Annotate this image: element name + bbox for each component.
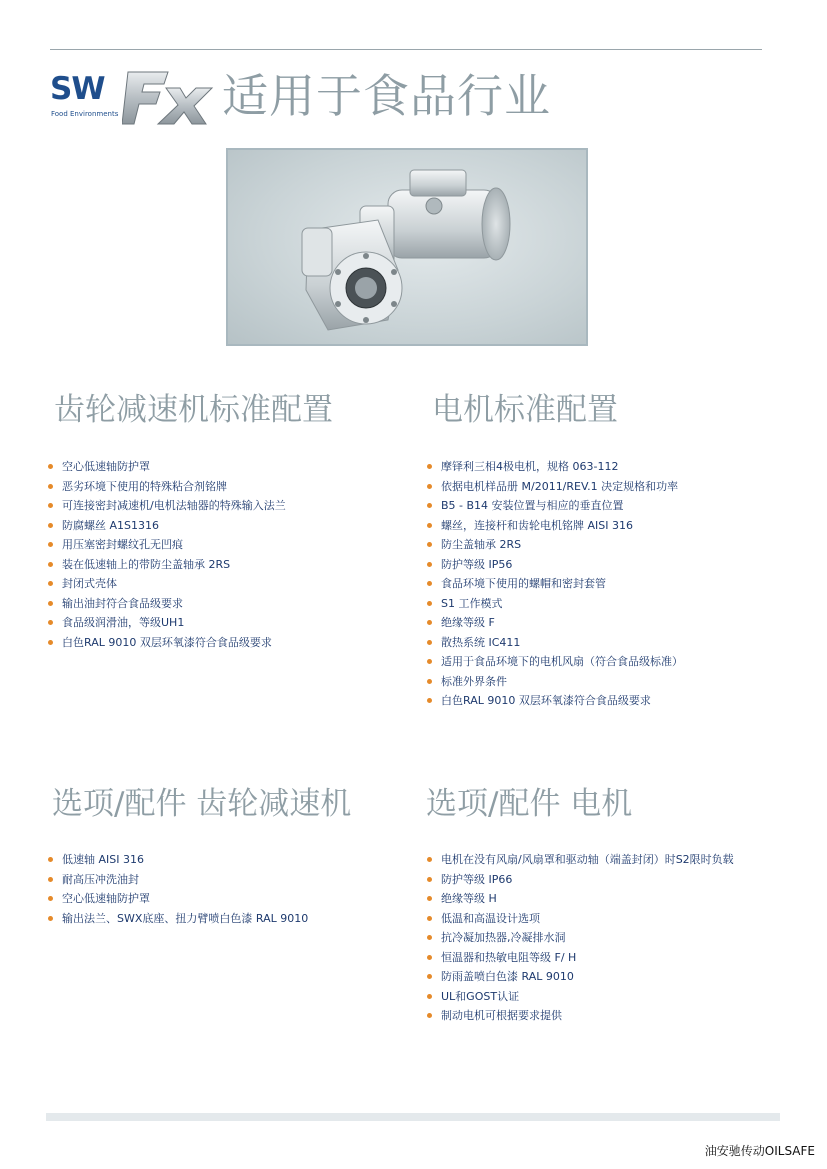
list-item: 空心低速轴防护罩 (48, 889, 308, 909)
bullet-icon (48, 857, 53, 862)
list-item: B5 - B14 安装位置与相应的垂直位置 (427, 496, 683, 516)
gear-standard-title: 齿轮减速机标准配置 (54, 392, 333, 428)
bullet-icon (427, 503, 432, 508)
list-item: 耐高压冲洗油封 (48, 870, 308, 890)
top-divider (50, 49, 762, 50)
bullet-icon (48, 896, 53, 901)
bullet-icon (48, 523, 53, 528)
bullet-icon (427, 523, 432, 528)
bullet-icon (427, 955, 432, 960)
bullet-icon (427, 994, 432, 999)
list-item: 制动电机可根据要求提供 (427, 1006, 734, 1026)
list-item: 标准外界条件 (427, 672, 683, 692)
logo-sw-text: SW (50, 71, 105, 107)
gear-motor-illustration (228, 150, 586, 344)
bottom-divider (46, 1113, 780, 1121)
list-item: 用压塞密封螺纹孔无凹痕 (48, 535, 286, 555)
footer-brand: 油安驰传动OILSAFE (704, 1144, 815, 1158)
bullet-icon (48, 562, 53, 567)
bullet-icon (48, 601, 53, 606)
list-item: UL和GOST认证 (427, 987, 734, 1007)
bullet-icon (48, 877, 53, 882)
list-item: 白色RAL 9010 双层环氧漆符合食品级要求 (427, 691, 683, 711)
logo-fx-mark (122, 68, 214, 128)
gear-options-title: 选项/配件 齿轮减速机 (52, 786, 352, 822)
list-item: 散热系统 IC411 (427, 633, 683, 653)
list-item: 输出法兰、SWX底座、扭力臂喷白色漆 RAL 9010 (48, 909, 308, 929)
list-item: 恶劣环境下使用的特殊粘合剂铭牌 (48, 477, 286, 497)
list-item: 螺丝，连接杆和齿轮电机铭牌 AISI 316 (427, 516, 683, 536)
bullet-icon (48, 464, 53, 469)
bullet-icon (427, 562, 432, 567)
bullet-icon (427, 877, 432, 882)
bullet-icon (48, 542, 53, 547)
bullet-icon (427, 464, 432, 469)
bullet-icon (48, 581, 53, 586)
list-item: 输出油封符合食品级要求 (48, 594, 286, 614)
bullet-icon (48, 640, 53, 645)
list-item: 防护等级 IP66 (427, 870, 734, 890)
bullet-icon (427, 698, 432, 703)
list-item: 电机在没有风扇/风扇罩和驱动轴（端盖封闭）时S2限时负载 (427, 850, 734, 870)
motor-standard-title: 电机标准配置 (432, 392, 618, 428)
list-item: 适用于食品环境下的电机风扇（符合食品级标准） (427, 652, 683, 672)
logo-subtitle: Food Environments (51, 110, 119, 118)
bullet-icon (427, 1013, 432, 1018)
bullet-icon (427, 935, 432, 940)
bullet-icon (427, 974, 432, 979)
list-item: 防护等级 IP56 (427, 555, 683, 575)
bullet-icon (427, 659, 432, 664)
list-item: 白色RAL 9010 双层环氧漆符合食品级要求 (48, 633, 286, 653)
list-item: 空心低速轴防护罩 (48, 457, 286, 477)
bullet-icon (427, 916, 432, 921)
bullet-icon (427, 484, 432, 489)
page-title: 适用于食品行业 (222, 69, 551, 123)
list-item: 依据电机样品册 M/2011/REV.1 决定规格和功率 (427, 477, 683, 497)
bullet-icon (48, 916, 53, 921)
swfx-logo (50, 66, 215, 128)
list-item: 封闭式壳体 (48, 574, 286, 594)
bullet-icon (427, 542, 432, 547)
motor-standard-list (427, 457, 683, 711)
bullet-icon (427, 581, 432, 586)
motor-options-list (427, 850, 734, 1026)
list-item: 低速轴 AISI 316 (48, 850, 308, 870)
bullet-icon (48, 503, 53, 508)
list-item: 防尘盖轴承 2RS (427, 535, 683, 555)
motor-options-title: 选项/配件 电机 (426, 786, 633, 822)
bullet-icon (427, 620, 432, 625)
list-item: 恒温器和热敏电阻等级 F/ H (427, 948, 734, 968)
list-item: 摩铎利三相4极电机，规格 063-112 (427, 457, 683, 477)
list-item: 低温和高温设计选项 (427, 909, 734, 929)
bullet-icon (427, 896, 432, 901)
list-item: 可连接密封减速机/电机法轴器的特殊输入法兰 (48, 496, 286, 516)
bullet-icon (427, 679, 432, 684)
gear-motor-photo (226, 148, 588, 346)
list-item: 食品环境下使用的螺帽和密封套管 (427, 574, 683, 594)
bullet-icon (48, 484, 53, 489)
list-item: 抗冷凝加热器,冷凝排水洞 (427, 928, 734, 948)
gear-standard-list (48, 457, 286, 652)
bullet-icon (48, 620, 53, 625)
list-item: 食品级润滑油，等级UH1 (48, 613, 286, 633)
list-item: 绝缘等级 F (427, 613, 683, 633)
list-item: 绝缘等级 H (427, 889, 734, 909)
bullet-icon (427, 857, 432, 862)
gear-options-list (48, 850, 308, 928)
list-item: S1 工作模式 (427, 594, 683, 614)
list-item: 防腐螺丝 A1S1316 (48, 516, 286, 536)
bullet-icon (427, 640, 432, 645)
bullet-icon (427, 601, 432, 606)
list-item: 防雨盖喷白色漆 RAL 9010 (427, 967, 734, 987)
list-item: 装在低速轴上的带防尘盖轴承 2RS (48, 555, 286, 575)
